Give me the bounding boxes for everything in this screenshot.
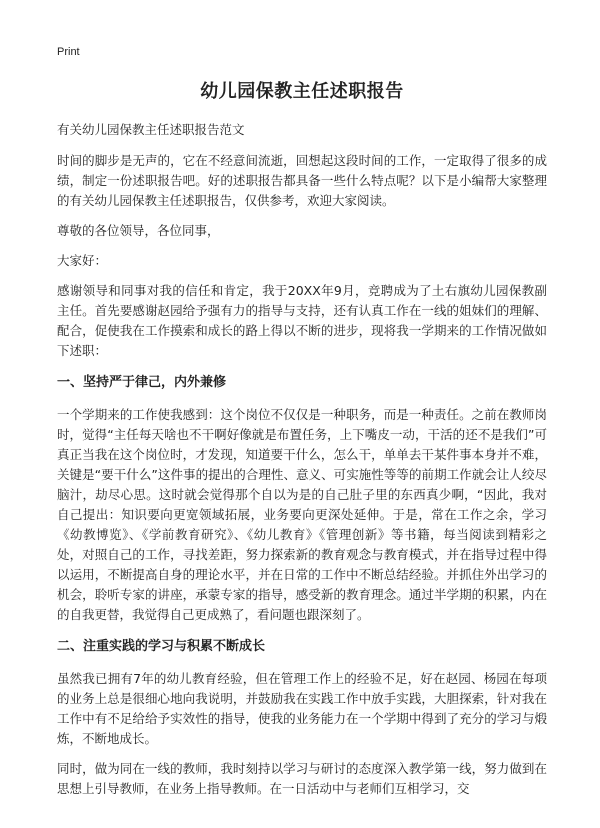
section-heading-2: 二、注重实践的学习与积累不断成长	[57, 639, 266, 654]
paragraph-2: 一个学期来的工作使我感到：这个岗位不仅仅是一种职务，而是一种责任。之前在教师岗时，觉得“主任每天啥也不干啊好像就是布置任务，上下嘴皮一动，干活的还不是我们”可真正当我在这个岗位时，才发现，知道要干什么，怎么干，单单去干某件事本身并不难，关键是“要干什么”这件事的提出的合理性、意义、可实施性等等的前期工作就会让人绞尽脑汁，劫尽心思。这时就会觉得那个自以为是的自己肚子里的东西真少啊，“因此，我对自己提出：知识要向更宽领域拓展，业务要向更深处延伸。于是，常在工作之余，学习《幼教博览》、《学前教育研究》、《幼儿教育》《管理创新》等书籍，每当阅读到精彩之处，对照自己的工作，寻找差距，努力探索新的教育观念与教育模式，并在指导过程中得以运用，不断提高自身的理论水平，并在日常的工作中不断总结经验。并抓住外出学习的机会，聆听专家的讲座，承蒙专家的指导，感受新的教育理念。通过半学期的积累，内在的自我更替，我觉得自己更成熟了，看问题也跟深刻了。	[57, 407, 547, 622]
print-link[interactable]: Print	[57, 46, 80, 58]
paragraph-3: 虽然我已拥有7年的幼儿教育经验，但在管理工作上的经验不足，好在赵园、杨园在每项的业务上总是很细心地向我说明，并鼓励我在实践工作中放手实践，大胆探索，针对我在工作中有不足给给予实效性的指导，使我的业务能力在一个学期中得到了充分的学习与煅炼，不断地成长。	[57, 671, 547, 746]
page-title: 幼儿园保教主任述职报告	[200, 81, 404, 102]
paragraph-4: 同时，做为同在一线的教师，我时刻持以学习与研讨的态度深入教学第一线，努力做到在思想上引导教师，在业务上指导教师。在一日活动中与老师们互相学习，交	[57, 761, 547, 796]
document-body	[57, 78, 547, 809]
intro-paragraph: 时间的脚步是无声的，它在不经意间流逝，回想起这段时间的工作，一定取得了很多的成绩，制定一份述职报告吧。好的述职报告都具备一些什么特点呢？以下是小编帮大家整理的有关幼儿园保教主任述职报告，仅供参考，欢迎大家阅读。	[57, 153, 547, 208]
section-heading-1: 一、坚持严于律己，内外兼修	[57, 375, 227, 390]
paragraph-1: 感谢领导和同事对我的信任和肯定，我于20XX年9月，竞聘成为了土右旗幼儿园保教副主任。首先要感谢赵园给予强有力的指导与支持，还有认真工作在一线的姐妹们的理解、配合，促使我在工作摸索和成长的路上得以不断的进步，现将我一学期来的工作情况做如下述职：	[57, 283, 547, 358]
greeting-line-1: 尊敬的各位领导，各位同事，	[57, 223, 220, 238]
subtitle: 有关幼儿园保教主任述职报告范文	[57, 122, 245, 137]
greeting-line-2: 大家好：	[57, 253, 108, 268]
